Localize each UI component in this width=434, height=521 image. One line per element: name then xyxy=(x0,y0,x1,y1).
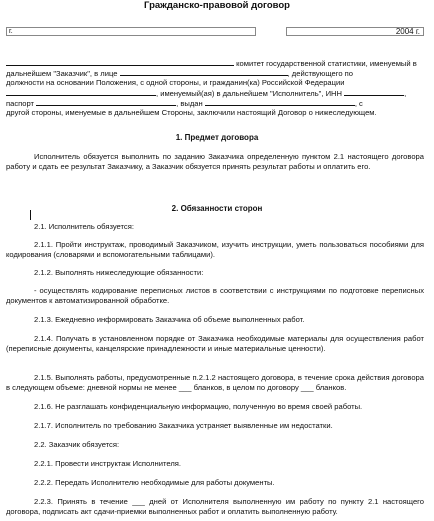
intro-line-5: паспорт , выдан , с xyxy=(6,99,363,108)
item-2-1-2: 2.1.2. Выполнять нижеследующие обязанности: xyxy=(34,268,204,277)
document-title: Гражданско-правовой договор xyxy=(144,0,290,11)
intro-line-3: должности на основании Положения, с одной стороны, и гражданин(ка) Российской Федерации xyxy=(6,78,345,87)
item-2-2-3: 2.2.3. Принять в течение ___ дней от Исполнителя выполненную им работу по пункту 2.1 настоящего договора, подписать акт сдачи-приемки выполненных работ и оплатить выполненную работу. xyxy=(6,497,424,516)
blank-passport[interactable] xyxy=(36,98,176,106)
item-2-2: 2.2. Заказчик обязуется: xyxy=(34,440,120,449)
item-2-2-1: 2.2.1. Провести инструктаж Исполнителя. xyxy=(34,459,181,468)
item-2-2-2: 2.2.2. Передать Исполнителю необходимые для работы документы. xyxy=(34,478,275,487)
item-2-1-4: 2.1.4. Получать в установленном порядке от Заказчика необходимые материалы для осуществления работ (переписные документы, канцелярские принадлежности и иные материальные ценности). xyxy=(6,334,424,353)
item-2-1-1: 2.1.1. Пройти инструктаж, проводимый Заказчиком, изучить инструкции, уметь пользоваться пособиями для кодирования (словарями и вспомогательными таблицами). xyxy=(6,240,424,259)
date-field[interactable] xyxy=(286,27,424,36)
item-2-1-2-bullet: - осуществлять кодирование переписных листов в соответствии с инструкциями по подготовке переписных документов к автоматизированной обработке. xyxy=(6,286,424,305)
blank-issued-by[interactable] xyxy=(205,98,355,106)
section-1-text: Исполнитель обязуется выполнить по заданию Заказчика определенную пунктом 2.1 настоящего договора работу и сдать ее результат Заказчику, а Заказчик обязуется принять результат работы и оплатить его. xyxy=(6,152,424,171)
section-2-heading: 2. Обязанности сторон xyxy=(171,204,263,213)
city-field[interactable] xyxy=(6,27,256,36)
blank-representative[interactable] xyxy=(120,68,288,76)
blank-inn[interactable] xyxy=(344,88,404,96)
item-2-1-5: 2.1.5. Выполнять работы, предусмотренные п.2.1.2 настоящего договора, в течение срока действия договора в следующем объеме: дневной нормы не менее ___ бланков, в целом по договору ___ бланков. xyxy=(6,373,424,392)
intro-line-6: другой стороны, именуемые в дальнейшем Стороны, заключили настоящий Договор о нижеследующем. xyxy=(6,108,377,117)
section-1-heading: 1. Предмет договора xyxy=(175,133,259,142)
intro-line-4: , именуемый(ая) в дальнейшем "Исполнитель", ИНН , xyxy=(6,88,424,99)
item-2-1-3: 2.1.3. Ежедневно информировать Заказчика об объеме выполненных работ. xyxy=(34,315,305,324)
blank-committee[interactable] xyxy=(6,58,234,66)
intro-line-1: комитет государственной статистики, именуемый в xyxy=(6,58,424,69)
intro-line-2: дальнейшем "Заказчик", в лице , действующего по xyxy=(6,69,353,78)
city-prefix: г. xyxy=(9,28,13,35)
item-2-1-7: 2.1.7. Исполнитель по требованию Заказчика устраняет выявленные им недостатки. xyxy=(34,421,333,430)
item-2-1: 2.1. Исполнитель обязуется: xyxy=(34,222,134,231)
text-cursor xyxy=(30,210,31,220)
year-label: 2004 г. xyxy=(395,27,420,36)
item-2-1-6: 2.1.6. Не разглашать конфиденциальную информацию, полученную во время своей работы. xyxy=(34,402,363,411)
blank-contractor-name[interactable] xyxy=(6,88,156,96)
